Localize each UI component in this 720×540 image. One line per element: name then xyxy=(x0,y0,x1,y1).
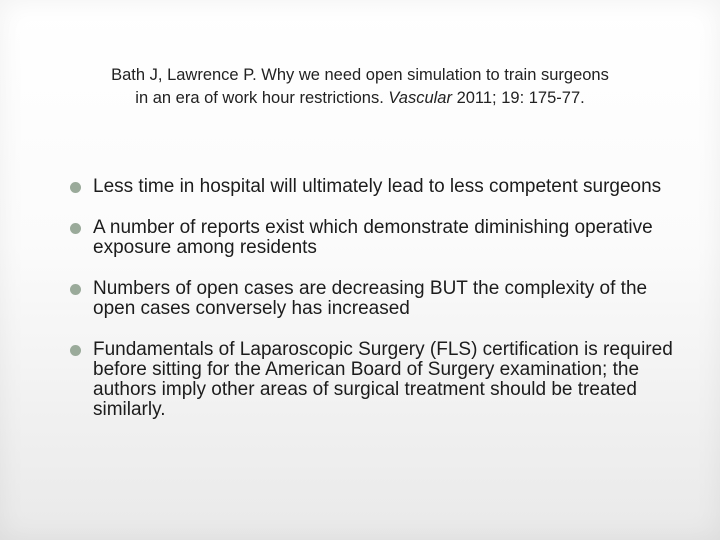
journal-name: Vascular xyxy=(388,89,452,107)
list-item xyxy=(70,340,680,420)
list-item xyxy=(70,218,680,258)
bullet-icon xyxy=(70,345,81,356)
bullet-text: A number of reports exist which demonstrate diminishing operative exposure among residents xyxy=(93,217,653,258)
list-item xyxy=(70,279,680,319)
bullet-list xyxy=(70,177,680,420)
citation-text: in an era of work hour restrictions. xyxy=(135,89,389,107)
citation-line-2 xyxy=(40,87,680,110)
citation xyxy=(40,64,680,110)
citation-line-1: Bath J, Lawrence P. Why we need open simulation to train surgeons xyxy=(111,66,609,84)
bullet-text: Less time in hospital will ultimately lead to less competent surgeons xyxy=(93,176,662,197)
citation-volume: 2011; 19: 175-77. xyxy=(451,89,585,107)
list-item xyxy=(70,177,680,197)
bullet-icon xyxy=(70,182,81,193)
bullet-icon xyxy=(70,284,81,295)
bullet-text: Numbers of open cases are decreasing BUT the complexity of the open cases conversely has increased xyxy=(93,278,648,319)
bullet-icon xyxy=(70,223,81,234)
bullet-text: Fundamentals of Laparoscopic Surgery (FLS) certification is required before sitting for the American Board of Surgery examination; the authors imply other areas of surgical treatment should be treated similarly. xyxy=(93,339,673,420)
